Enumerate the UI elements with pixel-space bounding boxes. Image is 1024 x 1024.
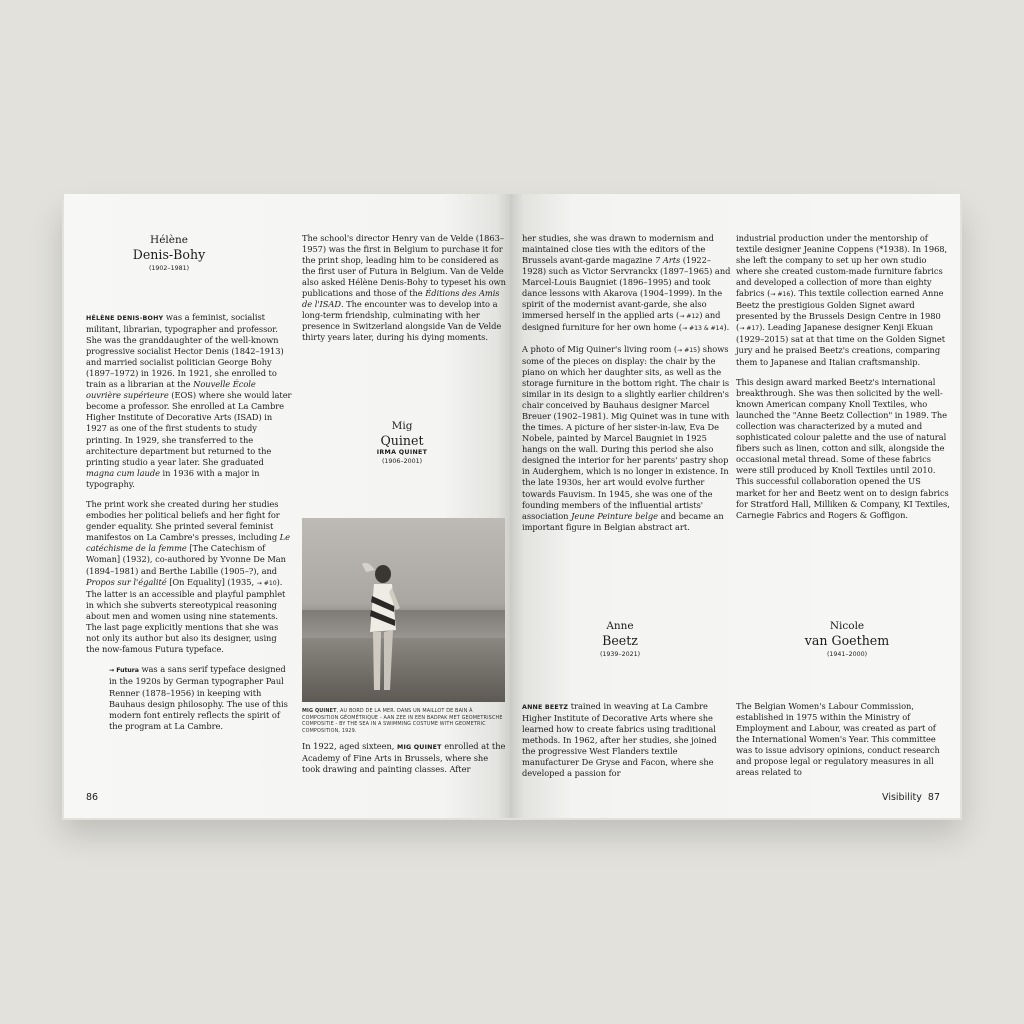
caption-lead: MIG QUINET (302, 708, 337, 714)
page-number: 86 (86, 792, 99, 803)
paragraph: This design award marked Beetz's international breakthrough. She was then solicited by the well-known American company Knoll Textiles, who launched the "Anne Beetz Collection" in 1989. The collection was characterized by a muted and sophisticated colour palette and the use of natural fibers such as linen, cotton and silk, alongside the occasional metal thread. Some of these fabrics were still produced by Knoll Textiles until 2010. This successful collaboration opened the US market for her and Beetz went on to design fabrics for Stratford Hall, Milliken & Company, KI Textiles, Carnegie Fabrics and Rogers & Goffigon. (736, 377, 950, 520)
margin-note: → Futura was a sans serif typeface designed in the 1920s by German typographer Paul Renner (1878–1956) in keeping with Bauhaus design philosophy. The use of this modern font entirely reflects the spirit of the program at La Cambre. (109, 664, 288, 731)
paragraph: A photo of Mig Quiner's living room (→ #15) shows some of the pieces on display: the chair by the piano on which her daughter sits, as well as the storage furniture in the bottom right. The chair is similar in its design to a slightly earlier children's chair conceived by Bauhaus designer Marcel Breuer (1902–1981). Mig Quinet was in tune with the times. A picture of her sister-in-law, Eva De Nobele, painted by Marcel Baugniet in 1925 hangs on the wall. During this period she also designed the interior for her parents' pastry shop in Auderghem, which is no longer in existence. In the late 1930s, her art would evolve further towards Fauvism. In 1945, she was one of the founding members of the influential artists' association Jeune Peinture belge and became an important figure in Belgian abstract art. (522, 343, 730, 532)
paragraph: The Belgian Women's Labour Commission, established in 1975 within the Ministry of Employment and Labour, was created as part of the International Women's Year. This committee was to issue advisory opinions, conduct research and propose legal or regulatory measures in all areas related to (736, 701, 940, 778)
life-years: (1902–1981) (148, 265, 190, 272)
cross-reference: → #12 (679, 313, 700, 321)
right-column-bottom (736, 701, 950, 788)
photo-caption: MIG QUINET, AU BORD DE LA MER. DANS UN MAILLOT DE BAIN À COMPOSITION GÉOMÉTRIQUE - AAN ZEE IN EEN BADPAK MET GEOMETRISCHE COMPOSITIE - BY THE SEA IN A SWIMMING COSTUME WITH GEOMETRIC COMPOSITION, 1929. (302, 708, 503, 735)
alias: IRMA QUINET (376, 449, 428, 456)
first-name: Anne (606, 620, 634, 632)
left-page (64, 194, 510, 818)
last-name: Quinet (380, 433, 424, 448)
cross-reference: → #16 (770, 291, 791, 299)
last-name: Denis-Bohy (132, 247, 206, 262)
last-name: Beetz (602, 633, 638, 648)
page-number: 87 (927, 792, 940, 803)
heading-helene-denis-bohy (104, 234, 234, 274)
cross-reference: → #10 (256, 579, 277, 587)
right-column-bottom (302, 741, 508, 785)
paragraph: In 1922, aged sixteen, MIG QUINET enrolled at the Academy of Fine Arts in Brussels, where she took drawing and painting classes. After (302, 741, 506, 775)
right-column-top (302, 233, 508, 353)
life-years: (1939–2021) (599, 651, 641, 658)
last-name: van Goethem (804, 633, 890, 648)
right-page (510, 194, 960, 818)
paragraph: her studies, she was drawn to modernism and maintained close ties with the editors of the Brussels avant-garde magazine 7 Arts (1922–1928) such as Victor Servranckx (1897–1965) and Marcel-Louis Baugniet (1896–1995) and took dance lessons with Akarova (1904–1999). In the spirit of the modernist avant-garde, she also immersed herself in the applied arts (→ #12) and designed furniture for her own home (→ #13 & #14). (522, 233, 731, 333)
cross-reference: → #15 (677, 346, 697, 354)
paragraph: The print work she created during her studies embodies her political beliefs and her fight for gender equality. She printed several feminist manifestos on La Cambre's presses, including Le catéchisme de la femme [The Catechism of Woman] (1932), co-authored by Yvonne De Man (1894–1981) and Berthe Labille (1905–?), and Propos sur l'égalité [On Equality] (1935, → #10). The latter is an accessible and playful pamphlet in which she subverts stereotypical reasoning about men and women using nine statements. The last page explicitly mentions that she was not only its author but also its designer, using the now-famous Futura typeface. (86, 499, 290, 654)
figure-silhouette (356, 560, 402, 698)
paragraph: The school's director Henry van de Velde (1863–1957) was the first in Belgium to purchase it for the print shop, leading him to be considered as the first user of Futura in Belgium. Van de Velde also asked Hélène Denis-Bohy to typeset his own publications and those of the Éditions des Amis de l'ISAD. The encounter was to develop into a long-term friendship, culminating with her presence in Switzerland alongside Van de Velde thirty years later, during his dying moments. (302, 233, 506, 343)
name-lead: MIG QUINET (396, 744, 442, 751)
cross-reference: → #13 & #14 (681, 325, 724, 333)
life-years: (1941–2000) (826, 651, 868, 658)
cross-reference: → #17 (739, 325, 760, 333)
heading-anne-beetz (570, 620, 670, 660)
left-column (86, 312, 292, 741)
heading-mig-quinet (352, 420, 452, 467)
paragraph: industrial production under the mentorship of textile designer Jeanine Coppens (*1938). In 1968, she left the company to set up her own studio where she created custom-made furniture fabrics and developed a collection of more than eighty fabrics (→ #16). This textile collection earned Anne Beetz the prestigious Golden Signet award presented by the Brussels Design Centre in 1980 (→ #17). Leading Japanese designer Kenji Ekuan (1929–2015) sat at that time on the Golden Signet jury and he praised Beetz's creations, comparing them to Japanese and Italian craftsmanship. (736, 233, 948, 367)
paragraph: ANNE BEETZ trained in weaving at La Cambre Higher Institute of Decorative Arts where she learned how to create fabrics using traditional methods. In 1962, after her studies, she joined the progressive West Flanders textile manufacturer De Gryse and Facon, where she developed a passion for (522, 701, 717, 779)
heading-nicole-van-goethem (782, 620, 912, 660)
right-column (736, 233, 950, 530)
first-name: Hélène (150, 234, 188, 246)
first-name: Nicole (829, 620, 865, 632)
section-title: Visibility (882, 792, 922, 803)
note-lead: → Futura (109, 667, 139, 675)
left-column (522, 233, 732, 542)
photo-mig-quinet-by-the-sea (302, 518, 505, 702)
left-column-bottom (522, 701, 732, 789)
name-lead: ANNE BEETZ (522, 704, 569, 711)
name-lead: HÉLÈNE DENIS-BOHY (86, 315, 164, 322)
paragraph: HÉLÈNE DENIS-BOHY was a feminist, socialist militant, librarian, typographer and professor. She was the granddaughter of the well-known progressive socialist Hector Denis (1842–1913) and married socialist politician George Bohy (1897–1972) in 1926. In 1921, she enrolled to train as a librarian at the Nouvelle École ouvrière supérieure (EOS) where she would later become a professor. She enrolled at La Cambre Higher Institute of Decorative Arts (ISAD) in 1927 as one of the first students to study printing. In 1929, she transferred to the architecture department but returned to the printing studio a year later. She graduated magna cum laude in 1936 with a major in typography. (86, 312, 292, 489)
first-name: Mig (391, 420, 413, 432)
life-years: (1906–2001) (381, 458, 423, 465)
running-footer (880, 792, 940, 803)
